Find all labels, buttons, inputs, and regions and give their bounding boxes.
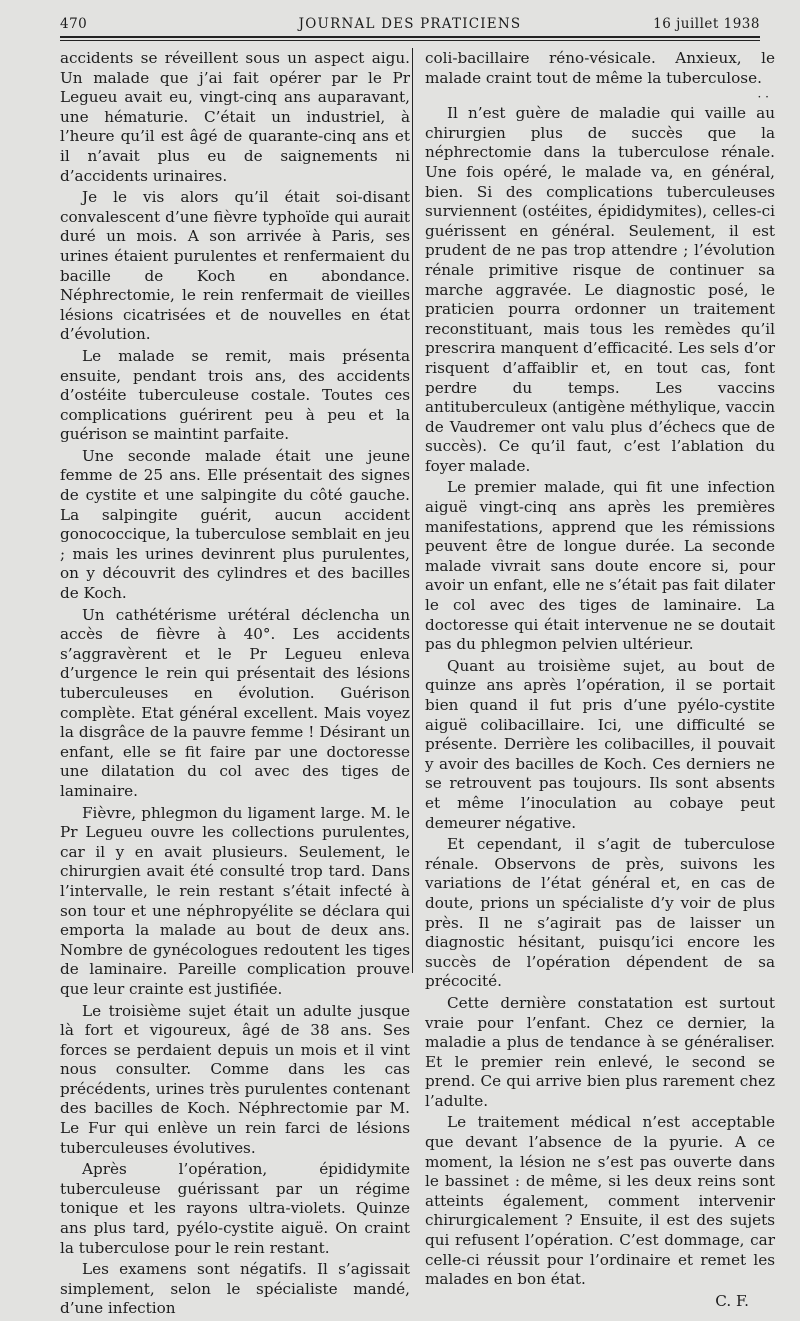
right-column [425, 49, 775, 1311]
paragraph: Les examens sont négatifs. Il s’agissait simplement, selon le spécialiste mandé, d’une infection [60, 1260, 410, 1318]
section-mark: · · [757, 90, 769, 105]
paragraph: Le troisième sujet était un adulte jusque là fort et vigoureux, âgé de 38 ans. Ses forces se perdaient depuis un mois et il vint nous consulter. Comme dans les cas précédents, urines très purulentes contenant des bacilles de Koch. Néphrectomie par M. Le Fur qui enlève un rein farci de lésions tuberculeuses évolutives. [60, 1001, 410, 1157]
paragraph: Le malade se remit, mais présenta ensuite, pendant trois ans, des accidents d’ostéite tuberculeuse costale. Toutes ces complications guérirent peu à peu et la guérison se maintint parfaite. [60, 346, 410, 444]
paragraph: Il n’est guère de maladie qui vaille au chirurgien plus de succès que la néphrectomie dans la tuberculose rénale. Une fois opéré, le malade va, en général, bien. Si des complications tuberculeuses surviennent (ostéites, épididymites), celles-ci guérissent en général. Seulement, il est prudent de ne pas trop attendre ; l’évolution rénale primitive risque de continuer sa marche aggravée. Le diagnostic posé, le praticien pourra ordonner un traitement reconstituant, mais tous les remèdes qu’il prescrira manquent d’efficacité. Les sels d’or risquent d’affaiblir et, en tout cas, font perdre du temps. Les vaccins antituberculeux (antigène méthylique, vaccin de Vaudremer ont valu plus d’échecs que de succès). Ce qu’il faut, c’est l’ablation du foyer malade. [425, 104, 775, 475]
paragraph: coli-bacillaire réno-vésicale. Anxieux, le malade craint tout de même la tuberculose. [425, 49, 775, 87]
paragraph: Une seconde malade était une jeune femme de 25 ans. Elle présentait des signes de cystite et une salpingite du côté gauche. La salpingite guérit, aucun accident gonococcique, la tuberculose semblait en jeu ; mais les urines devinrent plus purulentes, on y découvrit des cylindres et des bacilles de Koch. [60, 446, 410, 603]
paragraph: Le traitement médical n’est acceptable que devant l’absence de la pyurie. A ce moment, la lésion ne s’est pas ouverte dans le bassinet : de même, si les deux reins sont atteints également, comment intervenir chirurgicalement ? Ensuite, il est des sujets qui refusent l’opération. C’est dommage, car celle-ci réussit pour l’ordinaire et remet les malades en bon état. [425, 1113, 775, 1289]
page-number: 470 [60, 16, 88, 32]
author-signature: C. F. [715, 1291, 749, 1310]
paragraph: Un cathétérisme urétéral déclencha un accès de fièvre à 40°. Les accidents s’aggravèrent et le Pr Legueu enleva d’urgence le rein qui présentait des lésions tuberculeuses en évolution. Guérison complète. Etat général excellent. Mais voyez la disgrâce de la pauvre femme ! Désirant un enfant, elle se fit faire par une doctoresse une dilatation du col avec des tiges de laminaire. [60, 605, 410, 800]
header-rule-thin [60, 40, 760, 41]
journal-title: JOURNAL DES PRATICIENS [298, 16, 522, 32]
paragraph: accidents se réveillent sous un aspect aigu. Un malade que j’ai fait opérer par le Pr Legueu avait eu, vingt-cinq ans auparavant, une hématurie. C’était un industriel, à l’heure qu’il est âgé de quarante-cinq ans et il n’avait plus eu de saignements ni d’accidents urinaires. [60, 49, 410, 185]
running-header [60, 12, 760, 34]
column-divider [412, 48, 413, 973]
paragraph: Cette dernière constatation est surtout vraie pour l’enfant. Chez ce dernier, la maladie a plus de tendance à se généraliser. Et le premier rein enlevé, le second se prend. Ce qui arrive bien plus rarement chez l’adulte. [425, 993, 775, 1110]
paragraph: Et cependant, il s’agit de tuberculose rénale. Observons de près, suivons les variations de l’état général et, en cas de doute, prions un spécialiste d’y voir de plus près. Il ne s’agirait pas de laisser un diagnostic hésitant, puisqu’ici encore les succès de l’opération dépendent de sa précocité. [425, 835, 775, 991]
paragraph: Je le vis alors qu’il était soi-disant convalescent d’une fièvre typhoïde qui aurait duré un mois. A son arrivée à Paris, ses urines étaient purulentes et renfermaient du bacille de Koch en abondance. Néphrectomie, le rein renfermait de vieilles lésions cicatrisées et de nouvelles en état d’évolution. [60, 188, 410, 344]
paragraph: Le premier malade, qui fit une infection aiguë vingt-cinq ans après les premières manifestations, apprend que les rémissions peuvent être de longue durée. La seconde malade vivrait sans doute encore si, pour avoir un enfant, elle ne s’était pas fait dilater le col avec des tiges de laminaire. La doctoresse qui était intervenue ne se doutait pas du phlegmon pelvien ultérieur. [425, 478, 775, 654]
issue-date: 16 juillet 1938 [653, 16, 760, 32]
paragraph: Fièvre, phlegmon du ligament large. M. le Pr Legueu ouvre les collections purulentes, car il y en avait plusieurs. Seulement, le chirurgien avait été consulté trop tard. Dans l’intervalle, le rein restant s’était infecté à son tour et une néphropyélite se déclara qui emporta la malade au bout de deux ans. Nombre de gynécologues redoutent les tiges de laminaire. Pareille complication prouve que leur crainte est justifiée. [60, 803, 410, 998]
header-rule-thick [60, 36, 760, 38]
paragraph: Après l’opération, épididymite tuberculeuse guérissant par un régime tonique et les rayons ultra-violets. Quinze ans plus tard, pyélo-cystite aiguë. On craint la tuberculose pour le rein restant. [60, 1160, 410, 1257]
paragraph: Quant au troisième sujet, au bout de quinze ans après l’opération, il se portait bien quand il fut pris d’une pyélo-cystite aiguë colibacillaire. Ici, une difficulté se présente. Derrière les colibacilles, il pouvait y avoir des bacilles de Koch. Ces derniers ne se retrouvent pas toujours. Ils sont absents et même l’inoculation au cobaye peut demeurer négative. [425, 656, 775, 832]
left-column [60, 49, 410, 1321]
